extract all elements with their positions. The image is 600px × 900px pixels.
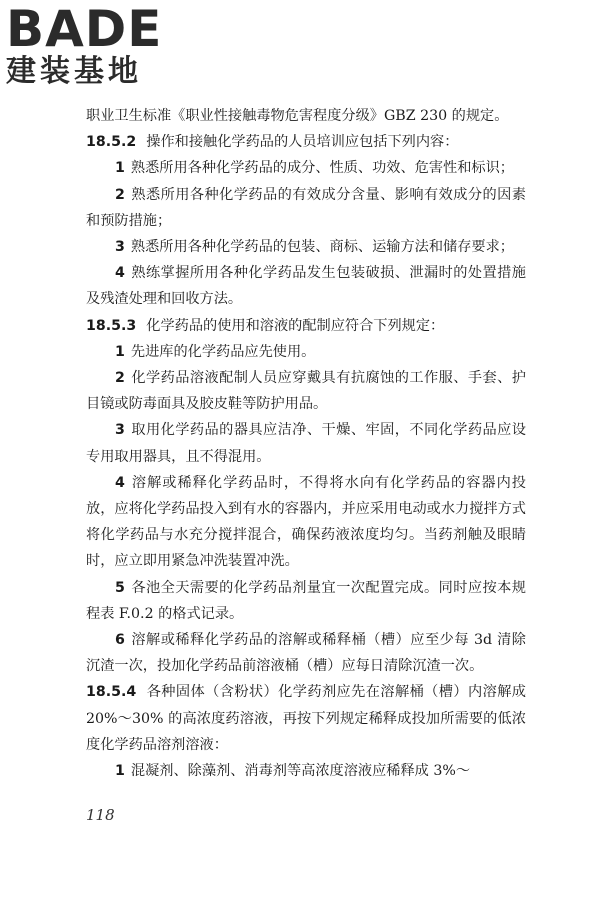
document-body — [86, 103, 526, 784]
page-number: 118 — [86, 806, 115, 824]
item-number: 2 — [115, 370, 125, 387]
list-item: 2 化学药品溶液配制人员应穿戴具有抗腐蚀的工作服、手套、护目镜或防毒面具及胶皮鞋等防护用品。 — [86, 370, 526, 413]
logo-brand-en: BADE — [6, 0, 163, 58]
item-number: 5 — [115, 579, 125, 596]
list-item: 4 熟练掌握所用各种化学药品发生包装破损、泄漏时的处置措施及残渣处理和回收方法。 — [86, 265, 526, 308]
section-number: 18.5.2 — [86, 134, 137, 151]
item-number: 3 — [115, 422, 125, 439]
list-item: 3 熟悉所用各种化学药品的包装、商标、运输方法和储存要求； — [115, 239, 514, 256]
item-number: 2 — [115, 186, 125, 203]
section-18-5-3: 18.5.3 化学药品的使用和溶液的配制应符合下列规定： — [86, 317, 445, 334]
item-number: 6 — [115, 632, 125, 649]
item-number: 4 — [115, 265, 125, 282]
list-item: 5 各池全天需要的化学药品剂量宜一次配置完成。同时应按本规程表 F.0.2 的格式记录。 — [86, 579, 526, 622]
list-item: 6 溶解或稀释化学药品的溶解或稀释桶（槽）应至少每 3d 清除沉渣一次，投加化学药品前溶液桶（槽）应每日清除沉渣一次。 — [86, 632, 526, 675]
logo-brand-cn: 建装基地 — [6, 54, 142, 89]
section-number: 18.5.4 — [86, 684, 137, 701]
list-item: 3 取用化学药品的器具应洁净、干燥、牢固，不同化学药品应设专用取用器具，且不得混用。 — [86, 422, 526, 465]
item-number: 1 — [115, 343, 125, 360]
bade-logo — [6, 0, 176, 90]
item-number: 3 — [115, 239, 125, 256]
list-item: 4 溶解或稀释化学药品时，不得将水向有化学药品的容器内投放，应将化学药品投入到有水的容器内，并应采用电动或水力搅拌方式将化学药品与水充分搅拌混合，确保药液浓度均匀。当药剂触及眼睛时，应立即用紧急冲洗装置冲洗。 — [86, 474, 526, 570]
item-number: 1 — [115, 763, 125, 780]
list-item: 1 熟悉所用各种化学药品的成分、性质、功效、危害性和标识； — [115, 160, 514, 177]
section-number: 18.5.3 — [86, 317, 137, 334]
list-item: 2 熟悉所用各种化学药品的有效成分含量、影响有效成分的因素和预防措施； — [86, 186, 526, 229]
list-item: 1 混凝剂、除藻剂、消毒剂等高浓度溶液应稀释成 3%～ — [115, 763, 471, 780]
section-18-5-2: 18.5.2 操作和接触化学药品的人员培训应包括下列内容： — [86, 134, 459, 151]
continued-paragraph: 职业卫生标准《职业性接触毒物危害程度分级》GBZ 230 的规定。 — [86, 108, 509, 124]
section-18-5-4: 18.5.4 各种固体（含粉状）化学药剂应先在溶解桶（槽）内溶解成 20%～30% 的高浓度药溶液，再按下列规定稀释成投加所需要的低浓度化学药品溶剂溶液： — [86, 684, 526, 753]
item-number: 1 — [115, 160, 125, 177]
item-number: 4 — [115, 474, 125, 491]
list-item: 1 先进库的化学药品应先使用。 — [115, 343, 316, 360]
